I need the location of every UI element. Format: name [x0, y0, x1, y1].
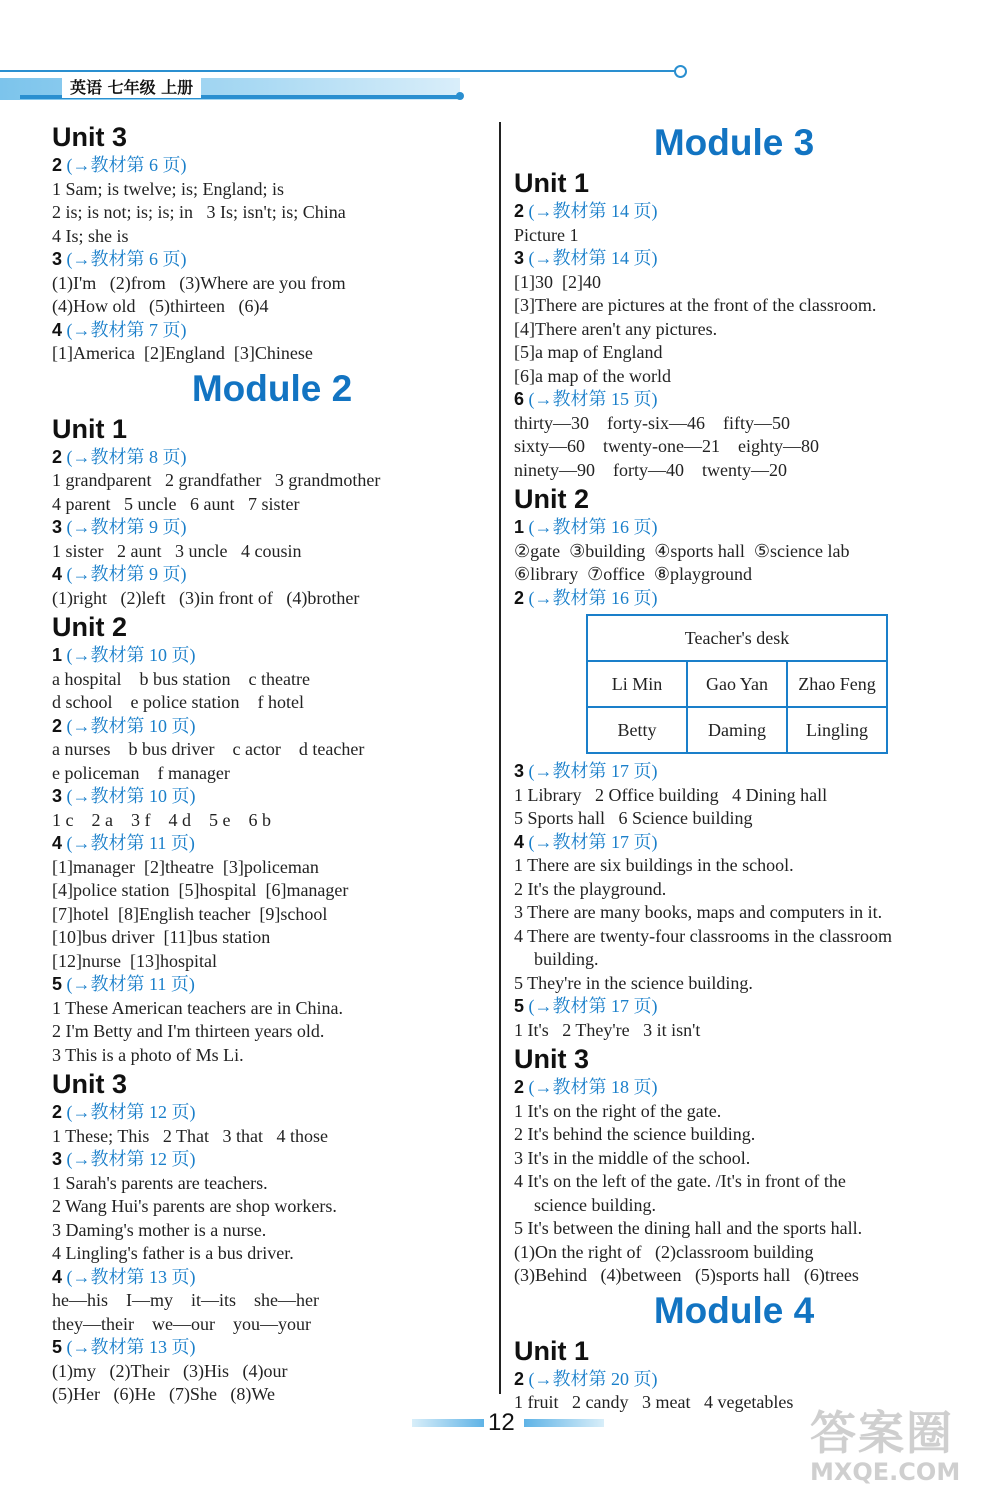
- answer-line: [1]America [2]England [3]Chinese: [52, 343, 313, 363]
- exercise-reference: [514, 200, 954, 224]
- answer-line: [3]There are pictures at the front of the classroom.: [514, 295, 877, 315]
- exercise-number: 2: [52, 446, 63, 467]
- unit-heading: Unit 2: [514, 484, 590, 514]
- module-heading: Module 2: [191, 367, 353, 409]
- answer-line: 3 Daming's mother is a nurse.: [52, 1219, 267, 1240]
- answer-line: ②gate ③building ④sports hall ⑤science lab: [514, 540, 850, 561]
- textbook-page-ref: (→教材第 11 页): [66, 833, 195, 853]
- exercise-reference: [514, 995, 954, 1019]
- answer-line: d school e police station f hotel: [52, 692, 304, 712]
- book-title: 英语 七年级 上册: [62, 78, 201, 98]
- answer-line: 4 Lingling's father is a bus driver.: [52, 1243, 294, 1263]
- exercise-reference: [52, 563, 492, 587]
- textbook-page-ref: (→教材第 17 页): [528, 996, 658, 1016]
- answer-line: [1]manager [2]theatre [3]policeman: [52, 856, 319, 877]
- unit-heading: Unit 1: [52, 413, 128, 444]
- table-cell: Li Min: [587, 661, 687, 707]
- exercise-number: 5: [514, 996, 525, 1016]
- textbook-page-ref: (→教材第 9 页): [66, 564, 187, 584]
- exercise-reference: [52, 715, 492, 739]
- answer-line: (1)I'm (2)from (3)Where are you from: [52, 272, 346, 293]
- textbook-page-ref: (→教材第 17 页): [528, 831, 658, 852]
- answer-line: 4 There are twenty-four classrooms in the classroom: [514, 925, 893, 946]
- unit-heading: Unit 3: [514, 1044, 590, 1074]
- exercise-reference: [514, 247, 954, 271]
- answer-line: thirty—30 forty-six—46 fifty—50: [514, 412, 790, 433]
- answer-line: 1 It's 2 They're 3 it isn't: [514, 1019, 701, 1040]
- answer-line: 5 They're in the science building.: [514, 972, 753, 993]
- module-heading: Module 4: [653, 1289, 815, 1331]
- header-dot-ornament: [456, 92, 464, 100]
- exercise-number: 2: [52, 1102, 63, 1122]
- table-cell: Daming: [687, 707, 787, 753]
- textbook-page-ref: (→教材第 18 页): [528, 1077, 658, 1097]
- page-number: 12: [488, 1409, 515, 1436]
- answer-line: (3)Behind (4)between (5)sports hall (6)trees: [514, 1265, 859, 1285]
- textbook-page-ref: (→教材第 12 页): [66, 1149, 196, 1169]
- left-column: [52, 120, 492, 1407]
- exercise-number: 1: [514, 517, 525, 537]
- answer-line: 2 I'm Betty and I'm thirteen years old.: [52, 1021, 325, 1041]
- textbook-page-ref: (→教材第 20 页): [528, 1368, 658, 1389]
- exercise-reference: [52, 1101, 492, 1125]
- exercise-reference: [52, 644, 492, 668]
- footer-ornament-left: [412, 1419, 484, 1427]
- exercise-reference: [514, 516, 954, 540]
- watermark: [810, 1408, 988, 1492]
- textbook-page-ref: (→教材第 17 页): [528, 761, 658, 781]
- answer-line: 1 These; This 2 That 3 that 4 those: [52, 1125, 328, 1146]
- table-cell: Betty: [587, 707, 687, 753]
- textbook-page-ref: (→教材第 14 页): [528, 248, 658, 268]
- exercise-number: 2: [52, 715, 63, 736]
- exercise-reference: [514, 831, 954, 855]
- exercise-reference: [514, 388, 954, 412]
- answer-line: [4]police station [5]hospital [6]manager: [52, 880, 349, 900]
- answer-line: 1 grandparent 2 grandfather 3 grandmother: [52, 470, 381, 490]
- exercise-number: 3: [514, 761, 525, 781]
- answer-line: 2 It's the playground.: [514, 878, 667, 899]
- answer-line: [1]30 [2]40: [514, 271, 601, 292]
- exercise-number: 4: [52, 319, 63, 340]
- exercise-reference: [52, 248, 492, 272]
- exercise-reference: [52, 319, 492, 343]
- answer-line: 1 c 2 a 3 f 4 d 5 e 6 b: [52, 809, 271, 830]
- unit-heading: Unit 3: [52, 1069, 128, 1099]
- answer-line: 1 Sam; is twelve; is; England; is: [52, 178, 284, 199]
- answer-line: Picture 1: [514, 224, 579, 245]
- answer-line: 5 Sports hall 6 Science building: [514, 808, 753, 828]
- exercise-reference: [514, 587, 954, 611]
- answer-line: 4 Is; she is: [52, 225, 129, 246]
- textbook-page-ref: (→教材第 6 页): [66, 155, 187, 175]
- answer-line: 3 It's in the middle of the school.: [514, 1147, 751, 1168]
- answer-line: [6]a map of the world: [514, 365, 671, 386]
- header-rule: [0, 70, 680, 72]
- answer-line: (1)right (2)left (3)in front of (4)brother: [52, 587, 360, 608]
- exercise-number: 4: [52, 833, 63, 853]
- exercise-reference: [52, 1336, 492, 1360]
- textbook-page-ref: (→教材第 10 页): [66, 786, 196, 806]
- answer-line: 3 There are many books, maps and computers in it.: [514, 902, 883, 922]
- exercise-reference: [52, 516, 492, 540]
- answer-line: sixty—60 twenty-one—21 eighty—80: [514, 436, 819, 456]
- answer-line: science building.: [534, 1194, 656, 1215]
- answer-line: (4)How old (5)thirteen (6)4: [52, 296, 269, 316]
- exercise-number: 4: [514, 831, 525, 852]
- right-column: [514, 120, 954, 1415]
- footer-ornament-right: [524, 1419, 604, 1427]
- exercise-number: 2: [52, 155, 63, 175]
- exercise-reference: [52, 1148, 492, 1172]
- exercise-number: 3: [514, 248, 525, 268]
- answer-line: 3 This is a photo of Ms Li.: [52, 1044, 244, 1065]
- exercise-reference: [52, 832, 492, 856]
- column-divider: [499, 122, 501, 1394]
- watermark-domain: MXQE.COM: [810, 1458, 961, 1486]
- textbook-page-ref: (→教材第 10 页): [66, 715, 196, 736]
- watermark-main: 答案圈: [810, 1406, 954, 1460]
- textbook-page-ref: (→教材第 13 页): [66, 1337, 196, 1357]
- answer-line: they—their we—our you—your: [52, 1313, 311, 1334]
- seating-table: [586, 614, 888, 754]
- exercise-number: 2: [514, 1368, 525, 1389]
- exercise-reference: [514, 760, 954, 784]
- answer-line: 5 It's between the dining hall and the sports hall.: [514, 1218, 863, 1238]
- answer-line: (5)Her (6)He (7)She (8)We: [52, 1384, 275, 1404]
- textbook-page-ref: (→教材第 14 页): [528, 201, 658, 221]
- textbook-page-ref: (→教材第 7 页): [66, 319, 187, 340]
- answer-line: e policeman f manager: [52, 762, 230, 783]
- exercise-reference: [52, 785, 492, 809]
- table-row: [587, 707, 887, 753]
- textbook-page-ref: (→教材第 15 页): [528, 389, 658, 409]
- textbook-page-ref: (→教材第 11 页): [66, 974, 195, 994]
- answer-line: 1 There are six buildings in the school.: [514, 855, 794, 875]
- unit-heading: Unit 3: [52, 122, 128, 152]
- answer-line: he—his I—my it—its she—her: [52, 1290, 319, 1310]
- answer-line: a nurses b bus driver c actor d teacher: [52, 739, 365, 759]
- exercise-number: 3: [52, 1149, 63, 1169]
- textbook-page-ref: (→教材第 16 页): [528, 587, 658, 608]
- unit-heading: Unit 1: [514, 168, 590, 198]
- answer-line: 1 Library 2 Office building 4 Dining hall: [514, 784, 828, 805]
- table-cell: Zhao Feng: [787, 661, 887, 707]
- exercise-number: 5: [52, 974, 63, 994]
- header-ring-ornament: [674, 65, 687, 78]
- module-heading: Module 3: [653, 122, 815, 163]
- seating-table-header: Teacher's desk: [587, 615, 887, 661]
- textbook-page-ref: (→教材第 8 页): [66, 446, 187, 467]
- textbook-page-ref: (→教材第 12 页): [66, 1102, 196, 1122]
- answer-line: 1 Sarah's parents are teachers.: [52, 1172, 268, 1193]
- table-cell: Gao Yan: [687, 661, 787, 707]
- textbook-page-ref: (→教材第 13 页): [66, 1266, 196, 1287]
- exercise-reference: [514, 1076, 954, 1100]
- answer-line: ninety—90 forty—40 twenty—20: [514, 459, 787, 480]
- answer-line: 1 It's on the right of the gate.: [514, 1100, 722, 1121]
- answer-line: [7]hotel [8]English teacher [9]school: [52, 903, 328, 924]
- exercise-number: 3: [52, 249, 63, 269]
- table-cell: Lingling: [787, 707, 887, 753]
- answer-line: 1 fruit 2 candy 3 meat 4 vegetables: [514, 1392, 794, 1412]
- answer-line: [5]a map of England: [514, 342, 663, 362]
- answer-line: 2 Wang Hui's parents are shop workers.: [52, 1196, 337, 1216]
- exercise-number: 6: [514, 389, 525, 409]
- exercise-reference: [52, 1266, 492, 1290]
- textbook-page-ref: (→教材第 16 页): [528, 517, 658, 537]
- answer-line: ⑥library ⑦office ⑧playground: [514, 564, 753, 584]
- table-row: [587, 661, 887, 707]
- answer-line: (1)my (2)Their (3)His (4)our: [52, 1360, 288, 1381]
- answer-line: 4 parent 5 uncle 6 aunt 7 sister: [52, 493, 300, 514]
- answer-line: 4 It's on the left of the gate. /It's in front of the: [514, 1171, 846, 1191]
- exercise-number: 3: [52, 786, 63, 806]
- answer-line: [4]There aren't any pictures.: [514, 318, 718, 339]
- exercise-number: 5: [52, 1337, 63, 1357]
- unit-heading: Unit 1: [514, 1335, 590, 1366]
- answer-line: 1 These American teachers are in China.: [52, 997, 344, 1018]
- answer-line: 1 sister 2 aunt 3 uncle 4 cousin: [52, 540, 302, 561]
- exercise-number: 4: [52, 564, 63, 584]
- exercise-number: 2: [514, 587, 525, 608]
- exercise-number: 1: [52, 645, 63, 665]
- answer-line: [10]bus driver [11]bus station: [52, 927, 271, 947]
- unit-heading: Unit 2: [52, 612, 128, 642]
- exercise-number: 2: [514, 201, 525, 221]
- answer-line: building.: [534, 949, 599, 969]
- page-header: [0, 64, 690, 108]
- textbook-page-ref: (→教材第 10 页): [66, 645, 196, 665]
- textbook-page-ref: (→教材第 6 页): [66, 249, 187, 269]
- exercise-reference: [514, 1368, 954, 1392]
- exercise-number: 4: [52, 1266, 63, 1287]
- exercise-reference: [52, 446, 492, 470]
- answer-line: 2 is; is not; is; is; in 3 Is; isn't; is; China: [52, 202, 346, 222]
- exercise-reference: [52, 154, 492, 178]
- answer-line: (1)On the right of (2)classroom building: [514, 1241, 814, 1262]
- answer-line: [12]nurse [13]hospital: [52, 950, 217, 971]
- answer-line: a hospital b bus station c theatre: [52, 668, 310, 689]
- exercise-reference: [52, 973, 492, 997]
- textbook-page-ref: (→教材第 9 页): [66, 517, 187, 537]
- answer-line: 2 It's behind the science building.: [514, 1124, 756, 1144]
- exercise-number: 3: [52, 517, 63, 537]
- exercise-number: 2: [514, 1077, 525, 1097]
